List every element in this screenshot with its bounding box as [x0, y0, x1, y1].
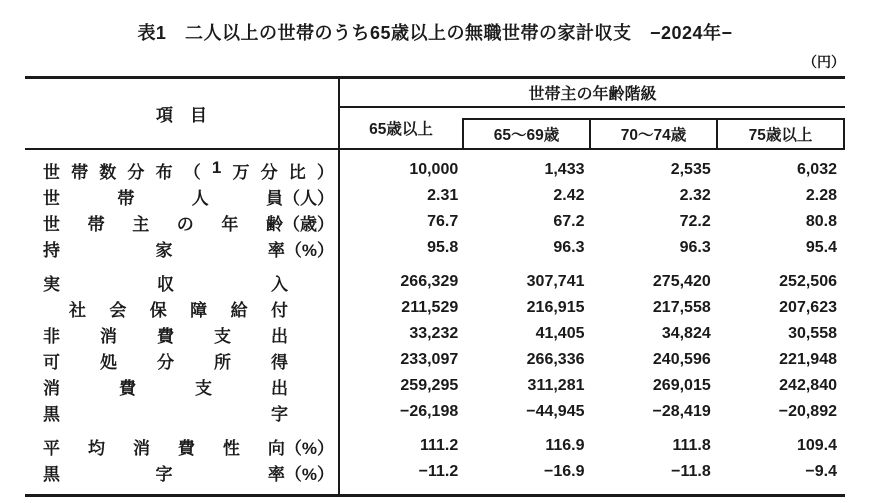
value-cell: 111.2: [419, 437, 459, 454]
row-label-text: 黒 字: [43, 404, 288, 424]
row-label-text: 実 収 入: [43, 274, 288, 294]
table-row: [25, 295, 845, 321]
table-row: [25, 433, 845, 459]
value-cell: 2.32: [679, 187, 711, 204]
row-label-text: 世 帯 主 の 年 齢（歳）: [43, 214, 334, 234]
table-row: [25, 183, 845, 209]
value-cell: 275,420: [652, 273, 711, 290]
row-values: [340, 403, 845, 421]
value-cell: 30,558: [788, 325, 837, 342]
age-bracket-box: [462, 118, 845, 148]
row-values: [340, 437, 845, 455]
row-label-text: 非 消 費 支 出: [43, 326, 288, 346]
column-header-75-plus: 75歳以上: [748, 127, 813, 144]
value-cell: 116.9: [545, 437, 585, 454]
value-cell: 95.4: [805, 239, 837, 256]
value-cell: 33,232: [409, 325, 459, 342]
page-title: 表1 二人以上の世帯のうち65歳以上の無職世帯の家計収支 −2024年−: [137, 23, 733, 43]
value-cell: −26,198: [399, 403, 459, 420]
value-cell: −28,419: [652, 403, 711, 420]
value-cell: −20,892: [778, 403, 837, 420]
table-row: [25, 373, 845, 399]
age-subheader-row: [340, 108, 845, 148]
row-label-text: 世 帯 人 員（人）: [43, 188, 334, 208]
value-cell: 95.8: [427, 239, 459, 256]
value-cell: 240,596: [652, 351, 711, 368]
value-cell: 233,097: [400, 351, 459, 368]
table-row: [25, 347, 845, 373]
value-cell: 242,840: [779, 377, 837, 394]
age-columns-header: [340, 79, 845, 148]
row-values: [340, 213, 845, 231]
row-values: [340, 187, 845, 205]
value-cell: −44,945: [526, 403, 585, 420]
household-budget-table: [25, 76, 845, 497]
row-label: [25, 322, 340, 347]
row-values: [340, 325, 845, 343]
value-cell: 252,506: [779, 273, 837, 290]
table-row: [25, 459, 845, 485]
row-values: [340, 161, 845, 179]
value-cell: 217,558: [652, 299, 711, 316]
row-label: [25, 460, 340, 485]
table-header: [25, 79, 845, 150]
row-label: [25, 210, 340, 235]
row-label: [25, 270, 340, 295]
row-label-text: 世 帯 数 分 布 （ 1 万 分 比 ）: [43, 157, 334, 182]
row-values: [340, 239, 845, 257]
item-column-header: 項 目: [25, 79, 340, 148]
column-header-65-plus: 65歳以上: [369, 121, 433, 138]
row-label-text: 消 費 支 出: [43, 378, 288, 398]
column-header-65-69: 65～69歳: [464, 120, 591, 148]
row-label-text: 平 均 消 費 性 向（%）: [43, 438, 334, 458]
value-cell: −16.9: [544, 463, 585, 480]
column-header-70-74: 70～74歳: [591, 120, 718, 148]
value-cell: 72.2: [679, 213, 711, 230]
group-gap: [25, 261, 845, 269]
row-label: [25, 184, 340, 209]
value-cell: 307,741: [526, 273, 585, 290]
value-cell: 259,295: [400, 377, 459, 394]
value-cell: 34,824: [661, 325, 711, 342]
table-row: [25, 269, 845, 295]
value-cell: 269,015: [652, 377, 711, 394]
table-row: [25, 157, 845, 183]
value-cell: −11.2: [418, 463, 459, 480]
value-cell: 2.42: [553, 187, 585, 204]
value-cell: 2,535: [670, 161, 711, 178]
row-label: [25, 236, 340, 261]
row-label-text: 黒 字 率（%）: [43, 464, 334, 484]
row-label-text: 持 家 率（%）: [43, 240, 334, 260]
value-cell: 1,433: [544, 161, 585, 178]
table-row: [25, 399, 845, 425]
table-row: [25, 209, 845, 235]
unit-note: （円）: [803, 54, 845, 70]
value-cell: 109.4: [796, 437, 837, 454]
value-cell: 266,329: [400, 273, 459, 290]
value-cell: −11.8: [671, 463, 711, 480]
value-cell: 76.7: [427, 213, 459, 230]
value-cell: 6,032: [796, 161, 837, 178]
age-group-header: 世帯主の年齢階級: [340, 79, 845, 108]
column-divider: [338, 150, 340, 494]
row-label: [25, 400, 340, 425]
table-row: [25, 235, 845, 261]
value-cell: 207,623: [779, 299, 837, 316]
value-cell: 216,915: [526, 299, 585, 316]
value-cell: 96.3: [679, 239, 711, 256]
table-body: [25, 150, 845, 494]
value-cell: 2.28: [805, 187, 837, 204]
row-values: [340, 377, 845, 395]
group-gap: [25, 425, 845, 433]
row-label: [25, 434, 340, 459]
row-values: [340, 463, 845, 481]
row-values: [340, 273, 845, 291]
row-label: [25, 348, 340, 373]
row-label-text: 社 会 保 障 給 付: [69, 300, 288, 320]
row-values: [340, 299, 845, 317]
value-cell: 211,529: [401, 299, 459, 316]
row-label: [25, 158, 340, 183]
value-cell: 10,000: [409, 161, 459, 178]
value-cell: 311,281: [527, 377, 585, 394]
row-label: [25, 374, 340, 399]
value-cell: 67.2: [553, 213, 585, 230]
value-cell: 2.31: [427, 187, 459, 204]
value-cell: 41,405: [535, 325, 585, 342]
value-cell: 96.3: [553, 239, 585, 256]
value-cell: −9.4: [805, 463, 837, 480]
value-cell: 80.8: [805, 213, 837, 230]
value-cell: 111.8: [672, 437, 711, 454]
row-label-text: 可 処 分 所 得: [43, 352, 288, 372]
row-label: [25, 296, 340, 321]
value-cell: 221,948: [779, 351, 837, 368]
value-cell: 266,336: [526, 351, 585, 368]
table-row: [25, 321, 845, 347]
row-values: [340, 351, 845, 369]
